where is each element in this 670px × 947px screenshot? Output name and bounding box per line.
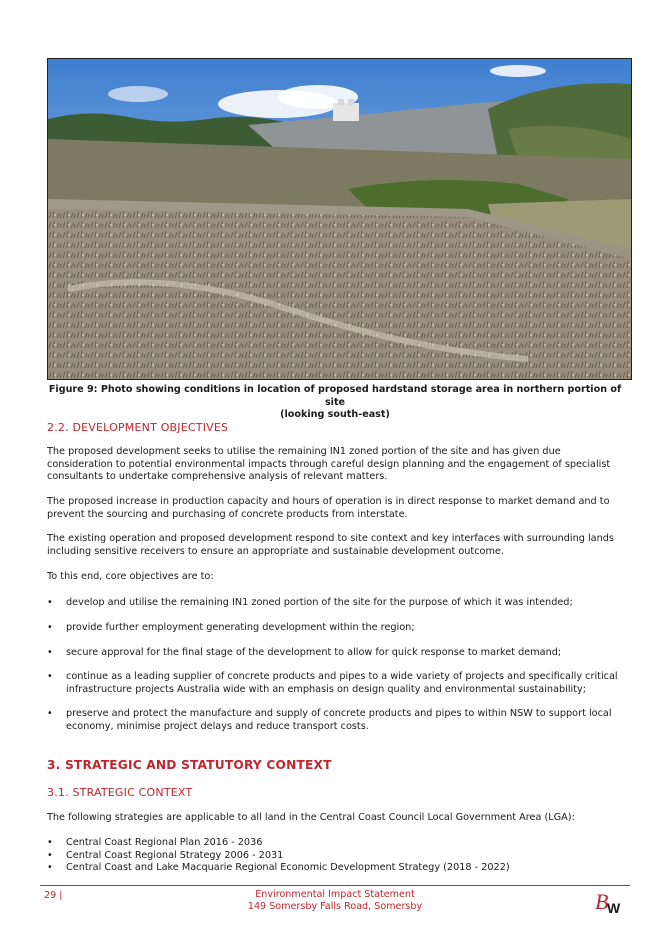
heading-development-objectives: 2.2. DEVELOPMENT OBJECTIVES [47, 421, 229, 434]
logo-letter-b: B [595, 889, 609, 914]
objective-text: develop and utilise the remaining IN1 zoned portion of the site for the purpose of which it was intended; [66, 597, 573, 608]
bullet-icon: • [47, 647, 53, 658]
paragraph-1: The proposed development seeks to utilise the remaining IN1 zoned portion of the site and has given due consideration to potential environmental impacts through careful design planning and the engagement of specialist consultants to undertake comprehensive analysis of relevant matters. [47, 446, 611, 483]
objective-text: continue as a leading supplier of concrete products and pipes to a wide variety of projects and specifically critical infrastructure projects Australia wide with an emphasis on design quality and environmental sustainability; [66, 671, 618, 695]
strategy-text: Central Coast Regional Plan 2016 - 2036 [66, 837, 263, 848]
footer-title-block [160, 889, 510, 913]
bullet-icon: • [47, 862, 53, 874]
bullet-icon: • [47, 622, 53, 633]
bullet-icon: • [47, 671, 53, 682]
strategy-item [47, 862, 607, 875]
bullet-icon: • [47, 597, 53, 608]
objective-text: preserve and protect the manufacture and supply of concrete products and pipes to within NSW to support local economy, minimise project delays and reduce transport costs. [66, 708, 612, 732]
paragraph-3: The existing operation and proposed development respond to site context and key interfaces with surrounding lands including sensitive receivers to ensure an appropriate and sustainable development outcome. [47, 533, 614, 557]
footer-title: Environmental Impact Statement [255, 889, 415, 900]
logo-letter-w: W [607, 900, 621, 916]
footer-address: 149 Somersby Falls Road, Somersby [247, 901, 423, 912]
strategy-text: Central Coast and Lake Macquarie Regional Economic Development Strategy (2018 - 2022) [66, 862, 510, 874]
caption-line-1: Figure 9: Photo showing conditions in location of proposed hardstand storage area in northern portion of site [48, 384, 622, 408]
bullet-icon: • [47, 849, 53, 861]
heading-strategic-statutory-context: 3. STRATEGIC AND STATUTORY CONTEXT [47, 758, 332, 772]
caption-line-2: (looking south-east) [280, 409, 390, 420]
page-number: 29 | [44, 890, 63, 901]
bw-logo-icon [593, 887, 627, 917]
bullet-icon: • [47, 708, 53, 719]
strategy-text: Central Coast Regional Strategy 2006 - 2031 [66, 849, 284, 861]
strategy-item [47, 837, 607, 850]
heading-strategic-context: 3.1. STRATEGIC CONTEXT [47, 786, 193, 799]
paragraph-2: The proposed increase in production capacity and hours of operation is in direct response to market demand and to prevent the sourcing and purchasing of concrete products from interstate. [47, 496, 610, 520]
strategies-intro: The following strategies are applicable to all land in the Central Coast Council Local Government Area (LGA): [47, 812, 575, 823]
strategies-list [47, 837, 607, 875]
bullet-icon: • [47, 837, 53, 848]
objective-text: secure approval for the final stage of the development to allow for quick response to market demand; [66, 647, 562, 658]
paragraph-4: To this end, core objectives are to: [47, 571, 214, 582]
figure-caption [40, 384, 630, 422]
strategy-item [47, 850, 607, 863]
objective-text: provide further employment generating development within the region; [66, 622, 415, 633]
footer-divider [40, 885, 630, 886]
site-photo [47, 58, 632, 380]
